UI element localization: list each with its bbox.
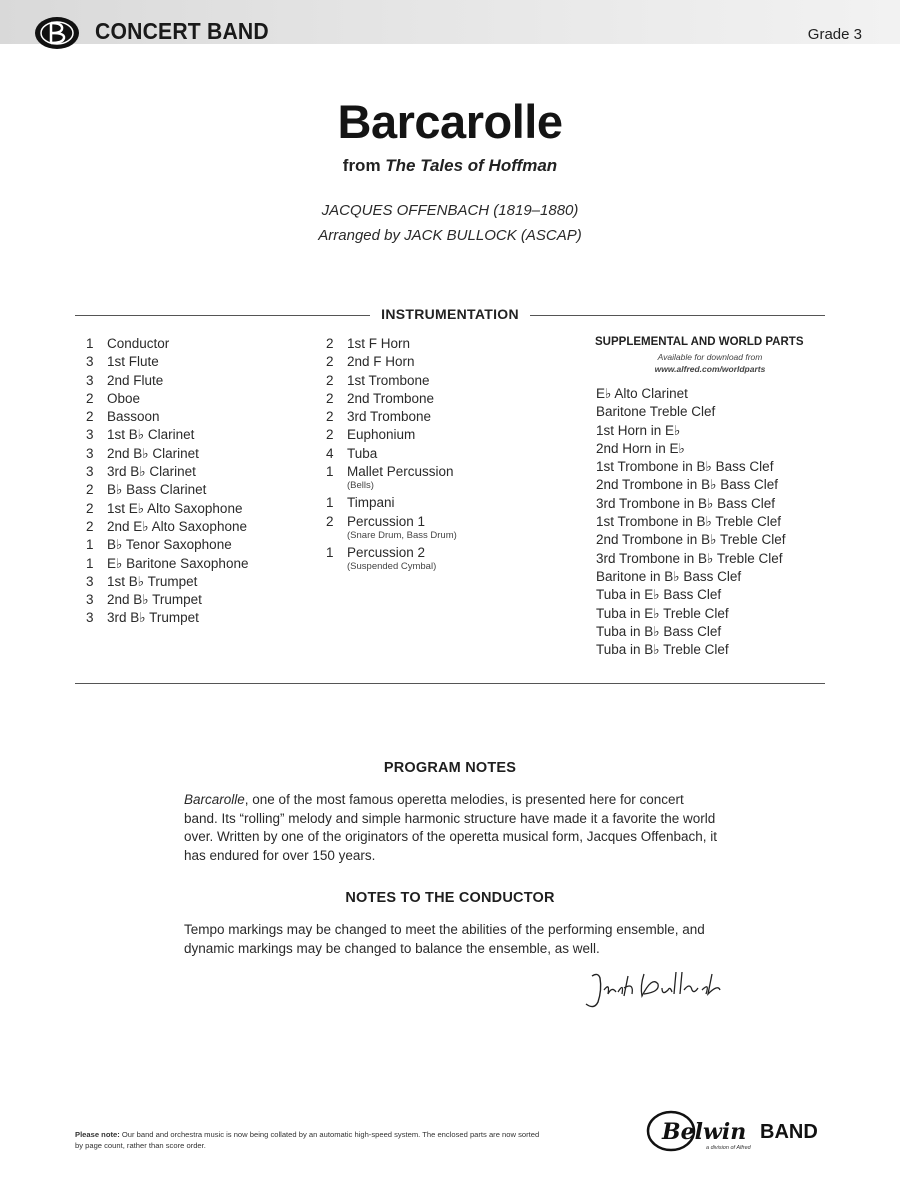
part-name-group [107, 609, 199, 627]
part-name-group [107, 372, 163, 390]
part-quantity: 2 [326, 354, 334, 370]
instrumentation-rule-right [530, 315, 825, 316]
supplemental-availability: Available for download from [657, 352, 763, 362]
supplemental-heading: SUPPLEMENTAL AND WORLD PARTS [595, 336, 804, 348]
arranger-signature [578, 964, 728, 1016]
instrumentation-rule-left [75, 315, 370, 316]
part-name-group [107, 353, 159, 371]
instrumentation-heading: INSTRUMENTATION [372, 306, 528, 322]
supplemental-part: Baritone in B♭ Bass Clef [596, 568, 742, 584]
instrument-row [326, 494, 457, 512]
part-name: 1st B♭ Clarinet [107, 427, 195, 443]
part-note: (Snare Drum, Bass Drum) [347, 529, 457, 541]
part-name: 1st Flute [107, 354, 159, 370]
part-quantity: 2 [326, 372, 334, 388]
supplemental-part: 2nd Horn in E♭ [596, 440, 685, 456]
conductor-notes-heading: NOTES TO THE CONDUCTOR [345, 890, 555, 906]
instrument-row [86, 353, 248, 371]
instrument-row [326, 513, 457, 544]
instrument-row [86, 408, 248, 426]
supplemental-part: 2nd Trombone in B♭ Bass Clef [596, 477, 778, 493]
part-name: 2nd Flute [107, 372, 164, 388]
part-name: Tuba [347, 445, 378, 461]
instrument-row [86, 536, 248, 554]
part-name-group [107, 518, 247, 536]
instrument-row [326, 426, 457, 444]
subtitle-prefix: from [342, 156, 386, 175]
part-note: (Bells) [347, 480, 374, 492]
part-name-group [107, 445, 199, 463]
part-name: 1st E♭ Alto Saxophone [107, 500, 243, 516]
part-name-group [107, 500, 242, 518]
part-quantity: 1 [86, 537, 94, 553]
part-name: 1st F Horn [347, 336, 411, 351]
part-quantity: 2 [86, 482, 94, 498]
instrumentation-bottom-rule [75, 683, 825, 684]
part-quantity: 4 [326, 445, 334, 461]
part-quantity: 3 [86, 354, 94, 370]
part-name-group [347, 372, 430, 390]
part-name: 2nd B♭ Trumpet [107, 592, 202, 608]
part-name: B♭ Tenor Saxophone [107, 537, 232, 553]
part-quantity: 3 [86, 445, 94, 461]
instrument-row [86, 335, 248, 353]
part-name-group [347, 544, 436, 575]
part-quantity: 3 [86, 372, 94, 388]
part-name: 2nd E♭ Alto Saxophone [107, 518, 247, 534]
supplemental-part: Tuba in B♭ Treble Clef [596, 642, 729, 658]
instrument-row [326, 544, 457, 575]
instrument-row [326, 335, 457, 353]
part-name: 2nd F Horn [347, 354, 415, 370]
program-notes-body: , one of the most famous operetta melodies, is presented here for concert band. Its “rolling” melody and simple harmonic structure have made it a favorite the world over. Written by one of the originators of the operetta musical form, Jacques Offenbach, it has endured for over 150 years. [184, 792, 718, 863]
supplemental-part: 2nd Trombone in B♭ Treble Clef [596, 532, 786, 548]
source-work: The Tales of Hoffman [385, 156, 558, 175]
part-name-group [107, 390, 140, 408]
part-quantity: 2 [326, 513, 334, 529]
supplemental-part: 1st Trombone in B♭ Treble Clef [596, 514, 781, 530]
supplemental-part: Tuba in E♭ Treble Clef [596, 605, 729, 621]
instrument-row [86, 426, 248, 444]
part-name: Oboe [107, 390, 141, 406]
part-quantity: 2 [86, 518, 94, 534]
instrument-row [86, 463, 248, 481]
instrument-row [326, 445, 457, 463]
part-quantity: 3 [86, 610, 94, 626]
instrument-row [86, 390, 248, 408]
part-quantity: 1 [86, 336, 94, 351]
part-quantity: 3 [86, 573, 94, 589]
instrument-row [86, 573, 248, 591]
part-quantity: 3 [86, 592, 94, 608]
publisher-tagline: a division of Alfred [706, 1145, 751, 1151]
part-name: 1st Trombone [347, 372, 430, 388]
instrument-row [86, 555, 248, 573]
grade-level: Grade 3 [807, 26, 862, 43]
collation-note [75, 1129, 545, 1151]
part-name-group [107, 335, 169, 353]
instrument-row [326, 372, 457, 390]
instrumentation-column-1 [86, 335, 248, 628]
part-name-group [347, 445, 377, 463]
part-name-group [347, 494, 395, 512]
part-quantity: 2 [326, 390, 334, 406]
instrumentation-column-2 [326, 335, 457, 575]
supplemental-url: www.alfred.com/worldparts [654, 364, 766, 374]
part-name: 2nd B♭ Clarinet [107, 445, 199, 461]
part-quantity: 2 [86, 390, 94, 406]
part-name: Conductor [107, 336, 170, 351]
part-name-group [347, 353, 415, 371]
supplemental-part: E♭ Alto Clarinet [596, 386, 688, 401]
part-name-group [347, 426, 415, 444]
band-series-logo [33, 14, 83, 52]
piece-title: Barcarolle [337, 95, 563, 148]
part-quantity: 2 [326, 409, 334, 425]
part-name-group [107, 573, 197, 591]
part-name: Percussion 2 [347, 544, 426, 560]
instrument-row [326, 353, 457, 371]
collation-note-label: Please note: [75, 1130, 120, 1139]
part-name: 3rd B♭ Clarinet [107, 464, 196, 480]
instrument-row [86, 445, 248, 463]
instrument-row [326, 463, 457, 494]
part-name-group [107, 463, 196, 481]
composer-credit: JACQUES OFFENBACH (1819–1880) [321, 202, 579, 219]
series-name: CONCERT BAND [95, 18, 269, 44]
instrument-row [326, 408, 457, 426]
supplemental-part: Tuba in E♭ Bass Clef [596, 587, 722, 603]
part-name-group [347, 513, 457, 544]
part-quantity: 2 [86, 500, 94, 516]
part-name: Euphonium [347, 427, 416, 443]
supplemental-part: 3rd Trombone in B♭ Bass Clef [596, 495, 775, 511]
part-name: E♭ Baritone Saxophone [107, 555, 249, 571]
part-quantity: 1 [326, 464, 334, 480]
part-name: Bassoon [107, 409, 160, 425]
part-name-group [347, 335, 410, 353]
part-quantity: 2 [86, 409, 94, 425]
instrument-row [326, 390, 457, 408]
part-quantity: 2 [326, 427, 334, 443]
part-name: 2nd Trombone [347, 390, 435, 406]
part-name-group [107, 426, 194, 444]
part-name: 1st B♭ Trumpet [107, 573, 198, 589]
part-name: 3rd Trombone [347, 409, 432, 425]
supplemental-part: 1st Horn in E♭ [596, 422, 681, 438]
supplemental-part: Tuba in B♭ Bass Clef [596, 623, 722, 639]
part-quantity: 1 [86, 555, 94, 571]
part-name-group [107, 408, 160, 426]
part-name: Percussion 1 [347, 513, 426, 529]
part-quantity: 2 [326, 336, 334, 351]
part-quantity: 1 [326, 495, 334, 511]
part-name: 3rd B♭ Trumpet [107, 610, 199, 626]
piece-subtitle [0, 156, 900, 176]
part-name: Mallet Percussion [347, 464, 454, 480]
instrument-row [86, 609, 248, 627]
part-name-group [347, 463, 454, 494]
supplemental-part: 1st Trombone in B♭ Bass Clef [596, 459, 774, 475]
part-name: B♭ Bass Clarinet [107, 482, 207, 498]
instrument-row [86, 591, 248, 609]
supplemental-part: Baritone Treble Clef [596, 404, 716, 420]
instrument-row [86, 500, 248, 518]
part-name-group [107, 536, 232, 554]
supplemental-parts-list [596, 385, 785, 659]
part-quantity: 3 [86, 427, 94, 443]
supplemental-part: 3rd Trombone in B♭ Treble Clef [596, 550, 783, 566]
part-quantity: 1 [326, 544, 334, 560]
part-name-group [347, 408, 431, 426]
arranger-credit: Arranged by JACK BULLOCK (ASCAP) [318, 227, 582, 244]
part-name-group [107, 555, 248, 573]
instrument-row [86, 481, 248, 499]
part-note: (Suspended Cymbal) [347, 561, 437, 573]
publisher-band-label: BAND [760, 1121, 818, 1143]
instrument-row [86, 372, 248, 390]
program-notes-text [184, 791, 720, 865]
collation-note-body: Our band and orchestra music is now being collated by an automatic high-speed system. The enclosed parts are now sorted by page count, rather than score order. [75, 1130, 540, 1150]
conductor-notes-text: Tempo markings may be changed to meet the abilities of the performing ensemble, and dynamic markings may be changed to balance the ensemble, as well. [184, 922, 705, 956]
publisher-name: Belwin [662, 1119, 747, 1145]
part-name: Timpani [347, 495, 395, 511]
part-quantity: 3 [86, 464, 94, 480]
program-notes-heading: PROGRAM NOTES [383, 760, 517, 776]
part-name-group [107, 481, 206, 499]
program-notes-lead: Barcarolle [184, 792, 245, 807]
part-name-group [347, 390, 434, 408]
part-name-group [107, 591, 202, 609]
instrument-row [86, 518, 248, 536]
